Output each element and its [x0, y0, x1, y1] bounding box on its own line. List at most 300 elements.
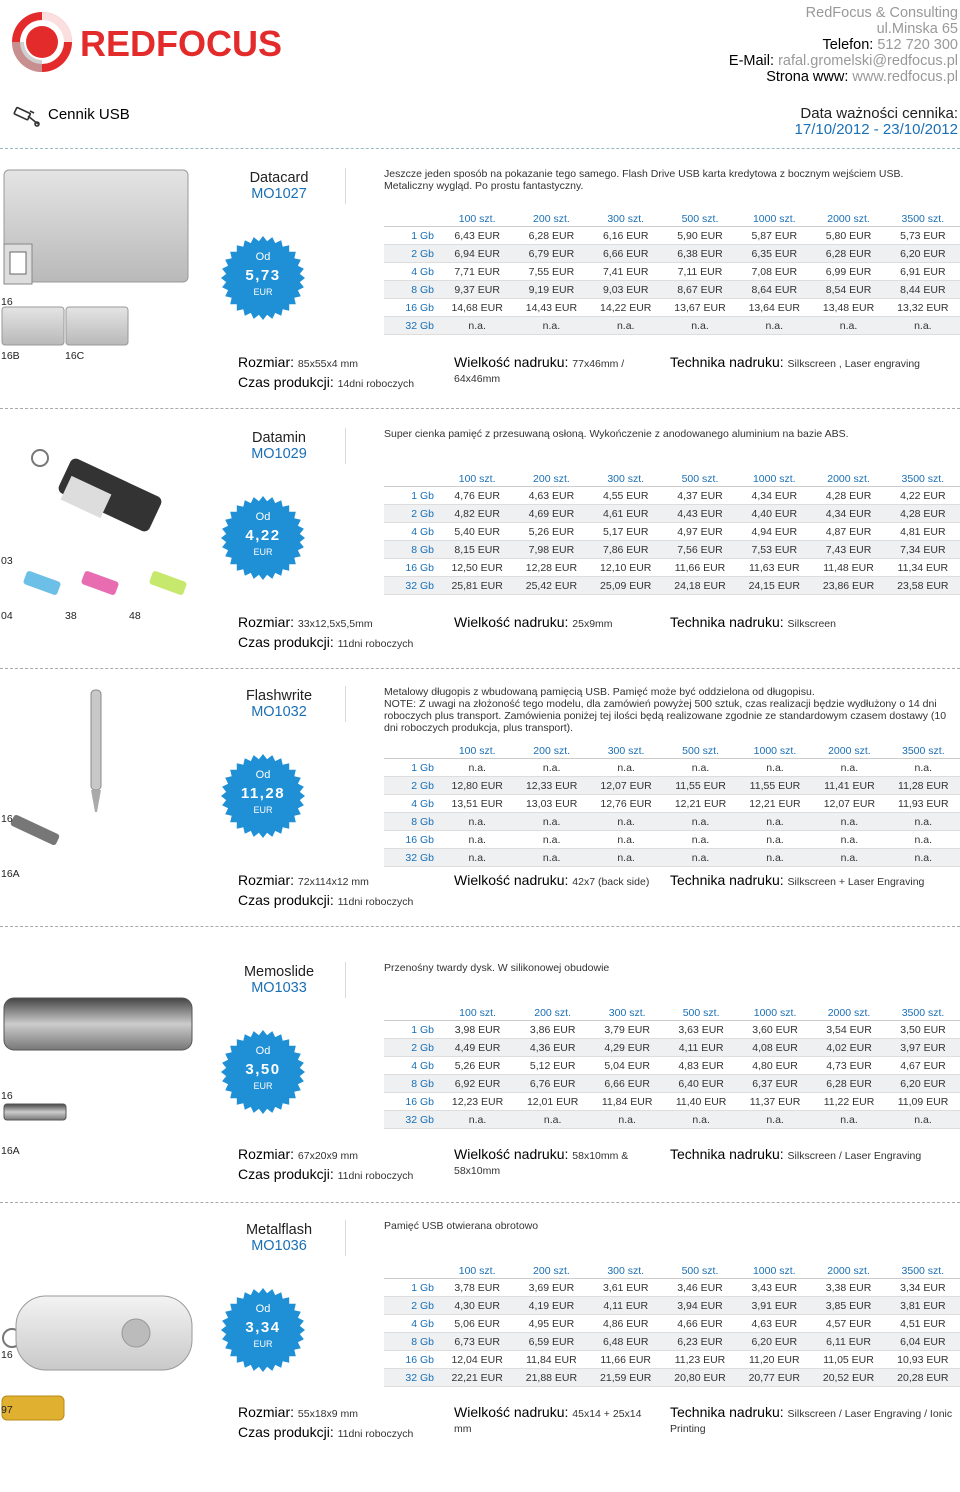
price-cell: n.a.: [738, 849, 812, 867]
price-cell: 4,36 EUR: [515, 1039, 590, 1057]
price-badge: [219, 1286, 307, 1374]
svg-text:REDFOCUS: REDFOCUS: [80, 23, 283, 64]
production-value: 11dni roboczych: [337, 1428, 414, 1440]
price-cell: 25,81 EUR: [440, 577, 514, 595]
usb-icon: [12, 102, 40, 128]
technique-value: Silkscreen , Laser engraving: [787, 358, 921, 370]
capacity-cell: 8 Gb: [384, 813, 440, 831]
print-size-spec: [454, 874, 650, 889]
production-label: Czas produkcji:: [238, 634, 334, 650]
price-cell: 8,15 EUR: [440, 541, 514, 559]
price-cell: 11,23 EUR: [663, 1351, 737, 1369]
table-corner: [384, 744, 440, 759]
production-spec: [238, 894, 413, 909]
production-value: 11dni roboczych: [337, 1170, 414, 1182]
price-cell: n.a.: [887, 759, 960, 777]
price-cell: 5,26 EUR: [514, 523, 588, 541]
price-cell: 4,55 EUR: [589, 487, 663, 505]
www-link[interactable]: www.redfocus.pl: [852, 69, 958, 85]
price-cell: 6,92 EUR: [440, 1075, 515, 1093]
price-cell: 13,67 EUR: [663, 299, 737, 317]
header-divider: [0, 148, 960, 149]
street: ul.Minska 65: [876, 21, 958, 37]
size-value: 33x12,5x5,5mm: [297, 618, 373, 630]
size-value: 55x18x9 mm: [297, 1408, 359, 1420]
price-cell: 11,28 EUR: [887, 777, 960, 795]
price-cell: n.a.: [738, 759, 812, 777]
capacity-cell: 4 Gb: [384, 795, 440, 813]
print-size-label: Wielkość nadruku:: [454, 614, 569, 630]
price-cell: 12,10 EUR: [589, 559, 663, 577]
price-cell: 12,28 EUR: [514, 559, 588, 577]
od-label: Od: [255, 511, 271, 523]
price-cell: 23,58 EUR: [886, 577, 960, 595]
table-row: [384, 541, 960, 559]
price-cell: 4,40 EUR: [737, 505, 811, 523]
phone-label: Telefon:: [822, 37, 874, 53]
production-value: 11dni roboczych: [337, 638, 414, 650]
variant-label: 16: [1, 296, 13, 308]
phone: [729, 37, 958, 53]
quantity-header: 2000 szt.: [811, 1264, 885, 1279]
table-row: [384, 1315, 960, 1333]
price-cell: 6,94 EUR: [440, 245, 514, 263]
table-corner: [384, 472, 440, 487]
price-cell: 11,05 EUR: [811, 1351, 885, 1369]
price-cell: 4,80 EUR: [738, 1057, 812, 1075]
price-cell: 3,34 EUR: [886, 1279, 960, 1297]
price-cell: n.a.: [440, 849, 514, 867]
price-cell: 12,33 EUR: [514, 777, 588, 795]
price-cell: 20,77 EUR: [737, 1369, 811, 1387]
price-cell: 4,34 EUR: [737, 487, 811, 505]
email: [729, 53, 958, 69]
price-cell: n.a.: [440, 1111, 515, 1129]
size-value: 85x55x4 mm: [297, 358, 359, 370]
price-value: 4,22: [245, 527, 281, 544]
price-cell: 8,54 EUR: [811, 281, 885, 299]
technique-value: Silkscreen / Laser Engraving: [787, 1150, 922, 1162]
print-size-spec: [454, 1148, 650, 1178]
price-cell: 24,18 EUR: [663, 577, 737, 595]
price-cell: 3,91 EUR: [737, 1297, 811, 1315]
capacity-cell: 32 Gb: [384, 1111, 440, 1129]
capacity-cell: 2 Gb: [384, 777, 440, 795]
technique-label: Technika nadruku:: [670, 614, 784, 630]
price-cell: n.a.: [514, 831, 588, 849]
capacity-cell: 2 Gb: [384, 505, 440, 523]
production-label: Czas produkcji:: [238, 1166, 334, 1182]
price-cell: n.a.: [737, 317, 811, 335]
print-size-spec: [454, 1406, 650, 1436]
table-row: [384, 1279, 960, 1297]
technique-label: Technika nadruku:: [670, 1146, 784, 1162]
price-cell: 11,20 EUR: [737, 1351, 811, 1369]
variant-label: 38: [65, 610, 77, 622]
price-cell: n.a.: [886, 1111, 960, 1129]
separator-line: [345, 962, 346, 998]
print-size-label: Wielkość nadruku:: [454, 1404, 569, 1420]
price-cell: 20,52 EUR: [811, 1369, 885, 1387]
price-cell: n.a.: [887, 831, 960, 849]
price-cell: n.a.: [664, 1111, 738, 1129]
table-header-row: [384, 472, 960, 487]
price-cell: 4,69 EUR: [514, 505, 588, 523]
table-row: [384, 577, 960, 595]
price-cell: 11,09 EUR: [886, 1093, 960, 1111]
price-cell: 23,86 EUR: [811, 577, 885, 595]
quantity-header: 500 szt.: [663, 212, 737, 227]
quantity-header: 100 szt.: [440, 1264, 514, 1279]
od-label: Od: [255, 769, 271, 781]
price-table: [384, 744, 960, 867]
price-cell: 22,21 EUR: [440, 1369, 514, 1387]
capacity-cell: 4 Gb: [384, 263, 440, 281]
production-spec: [238, 1426, 413, 1441]
price-cell: 6,28 EUR: [514, 227, 588, 245]
price-cell: 4,51 EUR: [886, 1315, 960, 1333]
price-cell: 5,87 EUR: [737, 227, 811, 245]
product-description: Pamięć USB otwierana obrotowo: [384, 1220, 539, 1232]
price-cell: n.a.: [887, 813, 960, 831]
quantity-header: 1000 szt.: [738, 744, 812, 759]
technique-label: Technika nadruku:: [670, 354, 784, 370]
technique-value: Silkscreen / Laser Engraving / Ionic Printing: [670, 1408, 953, 1435]
print-size-label: Wielkość nadruku:: [454, 354, 569, 370]
price-cell: 3,46 EUR: [663, 1279, 737, 1297]
quantity-header: 3500 szt.: [886, 1264, 960, 1279]
price-cell: 4,29 EUR: [590, 1039, 664, 1057]
production-value: 14dni roboczych: [337, 378, 415, 390]
table-row: [384, 299, 960, 317]
capacity-cell: 2 Gb: [384, 245, 440, 263]
price-cell: n.a.: [887, 849, 960, 867]
price-cell: 6,20 EUR: [737, 1333, 811, 1351]
price-cell: 5,26 EUR: [440, 1057, 515, 1075]
price-cell: 4,02 EUR: [812, 1039, 886, 1057]
price-badge-text: [219, 234, 307, 322]
table-row: [384, 795, 960, 813]
price-cell: 12,80 EUR: [440, 777, 514, 795]
price-cell: 4,49 EUR: [440, 1039, 515, 1057]
price-cell: n.a.: [738, 813, 812, 831]
price-cell: 4,95 EUR: [514, 1315, 588, 1333]
price-cell: 12,23 EUR: [440, 1093, 515, 1111]
production-label: Czas produkcji:: [238, 374, 334, 390]
quantity-header: 500 szt.: [663, 744, 737, 759]
product-name-block: [228, 1222, 330, 1254]
table-header-row: [384, 1264, 960, 1279]
price-cell: 4,08 EUR: [738, 1039, 812, 1057]
quantity-header: 1000 szt.: [737, 1264, 811, 1279]
price-cell: 6,91 EUR: [886, 263, 960, 281]
product-code: MO1033: [251, 980, 307, 996]
price-cell: 12,07 EUR: [589, 777, 663, 795]
price-cell: 13,32 EUR: [886, 299, 960, 317]
size-spec: [238, 356, 358, 371]
price-cell: n.a.: [514, 759, 588, 777]
price-cell: 9,03 EUR: [589, 281, 663, 299]
price-cell: 4,82 EUR: [440, 505, 514, 523]
product-name-block: [228, 964, 330, 996]
price-cell: 6,04 EUR: [886, 1333, 960, 1351]
capacity-cell: 8 Gb: [384, 541, 440, 559]
redfocus-logo: [8, 8, 283, 76]
price-cell: 6,23 EUR: [663, 1333, 737, 1351]
product-name-block: [228, 430, 330, 462]
size-value: 67x20x9 mm: [297, 1150, 359, 1162]
price-value: 3,50: [245, 1061, 281, 1078]
table-row: [384, 317, 960, 335]
product-name-block: [228, 170, 330, 202]
capacity-cell: 4 Gb: [384, 1057, 440, 1075]
price-cell: 3,54 EUR: [812, 1021, 886, 1039]
size-value: 72x114x12 mm: [297, 876, 369, 888]
price-cell: 5,40 EUR: [440, 523, 514, 541]
price-cell: 11,55 EUR: [663, 777, 737, 795]
price-cell: 11,63 EUR: [737, 559, 811, 577]
price-cell: 6,73 EUR: [440, 1333, 514, 1351]
price-cell: 11,48 EUR: [811, 559, 885, 577]
price-cell: n.a.: [738, 1111, 812, 1129]
currency-label: EUR: [253, 547, 273, 557]
od-label: Od: [255, 1045, 271, 1057]
price-cell: 6,37 EUR: [738, 1075, 812, 1093]
capacity-cell: 4 Gb: [384, 1315, 440, 1333]
price-cell: 7,56 EUR: [663, 541, 737, 559]
separator-line: [345, 686, 346, 722]
variant-label: 16C: [65, 350, 85, 362]
price-badge-text: [219, 494, 307, 582]
quantity-header: 500 szt.: [663, 1264, 737, 1279]
price-cell: n.a.: [589, 831, 663, 849]
price-cell: 4,28 EUR: [886, 505, 960, 523]
print-size-value: 77x46mm / 64x46mm: [454, 358, 625, 385]
price-cell: 5,17 EUR: [589, 523, 663, 541]
quantity-header: 300 szt.: [589, 212, 663, 227]
price-cell: 11,37 EUR: [738, 1093, 812, 1111]
size-label: Rozmiar:: [238, 614, 295, 630]
price-cell: 6,11 EUR: [811, 1333, 885, 1351]
currency-label: EUR: [253, 1339, 273, 1349]
table-row: [384, 759, 960, 777]
price-cell: 4,76 EUR: [440, 487, 514, 505]
price-cell: n.a.: [590, 1111, 664, 1129]
price-cell: 3,69 EUR: [514, 1279, 588, 1297]
print-size-value: 42x7 (back side): [572, 876, 650, 888]
capacity-cell: 4 Gb: [384, 523, 440, 541]
table-row: [384, 849, 960, 867]
product-separator: [0, 408, 960, 409]
product-name: Datamin: [252, 430, 306, 446]
technique-label: Technika nadruku:: [670, 872, 784, 888]
product-name: Datacard: [249, 170, 309, 186]
production-value: 11dni roboczych: [337, 896, 414, 908]
price-cell: 4,63 EUR: [514, 487, 588, 505]
price-cell: 6,66 EUR: [589, 245, 663, 263]
price-cell: 5,04 EUR: [590, 1057, 664, 1075]
price-cell: 6,76 EUR: [515, 1075, 590, 1093]
quantity-header: 500 szt.: [663, 472, 737, 487]
product-code: MO1032: [251, 704, 307, 720]
price-cell: 4,83 EUR: [664, 1057, 738, 1075]
price-cell: n.a.: [440, 831, 514, 849]
separator-line: [345, 428, 346, 464]
product-separator: [0, 1202, 960, 1203]
capacity-cell: 1 Gb: [384, 487, 440, 505]
validity: [795, 106, 958, 138]
price-table: [384, 1264, 960, 1387]
price-cell: 13,51 EUR: [440, 795, 514, 813]
price-cell: 3,85 EUR: [811, 1297, 885, 1315]
price-cell: 7,71 EUR: [440, 263, 514, 281]
print-size-value: 45x14 + 25x14 mm: [454, 1408, 642, 1435]
product-code: MO1027: [251, 186, 307, 202]
table-corner: [384, 1006, 440, 1021]
price-cell: 6,59 EUR: [514, 1333, 588, 1351]
price-cell: n.a.: [514, 849, 588, 867]
price-badge: [219, 494, 307, 582]
table-row: [384, 281, 960, 299]
price-cell: 5,06 EUR: [440, 1315, 514, 1333]
capacity-cell: 16 Gb: [384, 831, 440, 849]
technique-value: Silkscreen: [787, 618, 836, 630]
price-cell: n.a.: [811, 317, 885, 335]
price-cell: n.a.: [440, 759, 514, 777]
price-cell: 5,73 EUR: [886, 227, 960, 245]
price-cell: 13,64 EUR: [737, 299, 811, 317]
quantity-header: 200 szt.: [514, 744, 588, 759]
price-cell: 24,15 EUR: [737, 577, 811, 595]
price-cell: 4,57 EUR: [811, 1315, 885, 1333]
quantity-header: 300 szt.: [589, 744, 663, 759]
table-row: [384, 227, 960, 245]
price-cell: 7,98 EUR: [514, 541, 588, 559]
website: [729, 69, 958, 85]
table-row: [384, 523, 960, 541]
print-size-label: Wielkość nadruku:: [454, 1146, 569, 1162]
email-link[interactable]: rafal.gromelski@redfocus.pl: [778, 53, 958, 69]
price-cell: 13,48 EUR: [811, 299, 885, 317]
table-row: [384, 1057, 960, 1075]
price-cell: 3,43 EUR: [737, 1279, 811, 1297]
technique-spec: [670, 1406, 958, 1436]
price-cell: n.a.: [812, 831, 886, 849]
price-cell: 12,50 EUR: [440, 559, 514, 577]
quantity-header: 1000 szt.: [737, 212, 811, 227]
www-label: Strona www:: [766, 69, 849, 85]
quantity-header: 2000 szt.: [812, 1006, 886, 1021]
product-code: MO1036: [251, 1238, 307, 1254]
quantity-header: 100 szt.: [440, 744, 514, 759]
price-badge: [219, 752, 307, 840]
size-label: Rozmiar:: [238, 1404, 295, 1420]
price-cell: 12,21 EUR: [738, 795, 812, 813]
table-row: [384, 245, 960, 263]
price-cell: 14,22 EUR: [589, 299, 663, 317]
currency-label: EUR: [253, 287, 273, 297]
price-cell: 4,94 EUR: [737, 523, 811, 541]
price-badge-text: [219, 1028, 307, 1116]
product-code: MO1029: [251, 446, 307, 462]
quantity-header: 200 szt.: [514, 472, 588, 487]
product-name: Flashwrite: [245, 688, 313, 704]
table-row: [384, 559, 960, 577]
production-spec: [238, 1168, 413, 1183]
variant-label: 16: [1, 1349, 13, 1361]
variant-label: 16: [1, 813, 13, 825]
quantity-header: 200 szt.: [514, 1264, 588, 1279]
table-row: [384, 1333, 960, 1351]
capacity-cell: 1 Gb: [384, 1279, 440, 1297]
quantity-header: 3500 szt.: [886, 212, 960, 227]
price-cell: 4,34 EUR: [811, 505, 885, 523]
table-corner: [384, 1264, 440, 1279]
price-cell: n.a.: [663, 831, 737, 849]
quantity-header: 100 szt.: [440, 472, 514, 487]
variant-label: 97: [1, 1404, 13, 1416]
capacity-cell: 32 Gb: [384, 577, 440, 595]
price-cell: 21,88 EUR: [514, 1369, 588, 1387]
price-cell: 3,50 EUR: [886, 1021, 960, 1039]
price-cell: 3,98 EUR: [440, 1021, 515, 1039]
price-value: 11,28: [240, 785, 286, 802]
price-cell: n.a.: [663, 849, 737, 867]
price-cell: 21,59 EUR: [589, 1369, 663, 1387]
technique-spec: [670, 1148, 958, 1163]
table-header-row: [384, 212, 960, 227]
price-cell: 13,03 EUR: [514, 795, 588, 813]
quantity-header: 2000 szt.: [811, 212, 885, 227]
price-cell: 11,34 EUR: [886, 559, 960, 577]
validity-label: Data ważności cennika:: [800, 105, 958, 122]
quantity-header: 100 szt.: [440, 212, 514, 227]
capacity-cell: 16 Gb: [384, 559, 440, 577]
quantity-header: 200 szt.: [515, 1006, 590, 1021]
price-cell: 11,22 EUR: [812, 1093, 886, 1111]
table-row: [384, 1039, 960, 1057]
print-size-value: 58x10mm & 58x10mm: [454, 1150, 629, 1177]
quantity-header: 2000 szt.: [811, 472, 885, 487]
page-title: Cennik USB: [48, 106, 130, 123]
price-cell: 7,11 EUR: [663, 263, 737, 281]
table-row: [384, 813, 960, 831]
separator-line: [345, 1220, 346, 1256]
product-description: Przenośny twardy dysk. W silikonowej obudowie: [384, 962, 610, 974]
price-badge-text: [219, 1286, 307, 1374]
table-row: [384, 1297, 960, 1315]
price-cell: 7,08 EUR: [737, 263, 811, 281]
technique-spec: [670, 356, 958, 371]
print-size-spec: [454, 356, 650, 386]
title-row: [12, 100, 958, 140]
price-cell: 4,86 EUR: [589, 1315, 663, 1333]
production-spec: [238, 636, 413, 651]
price-cell: 3,60 EUR: [738, 1021, 812, 1039]
price-cell: 3,63 EUR: [664, 1021, 738, 1039]
price-cell: 14,68 EUR: [440, 299, 514, 317]
price-cell: 7,34 EUR: [886, 541, 960, 559]
quantity-header: 300 szt.: [589, 472, 663, 487]
company-name: RedFocus & Consulting: [805, 5, 958, 21]
price-cell: 25,42 EUR: [514, 577, 588, 595]
product-description: Metalowy długopis z wbudowaną pamięcią USB. Pamięć może być oddzielona od długopisu. NOTE: Z uwagi na złożoność tego modelu, dla zamówień powyżej 500 sztuk, czas realizacji będzie wydłużony o 14 dni roboczych plus transport. Zamówienia poniżej tej ilości będą realizowane zgodnie ze standardowym czasem dostawy (10 dni roboczych produkcja, plus transport).: [384, 686, 947, 734]
price-cell: n.a.: [589, 759, 663, 777]
price-cell: 9,37 EUR: [440, 281, 514, 299]
production-spec: [238, 376, 414, 391]
table-row: [384, 1021, 960, 1039]
price-cell: 11,66 EUR: [663, 559, 737, 577]
